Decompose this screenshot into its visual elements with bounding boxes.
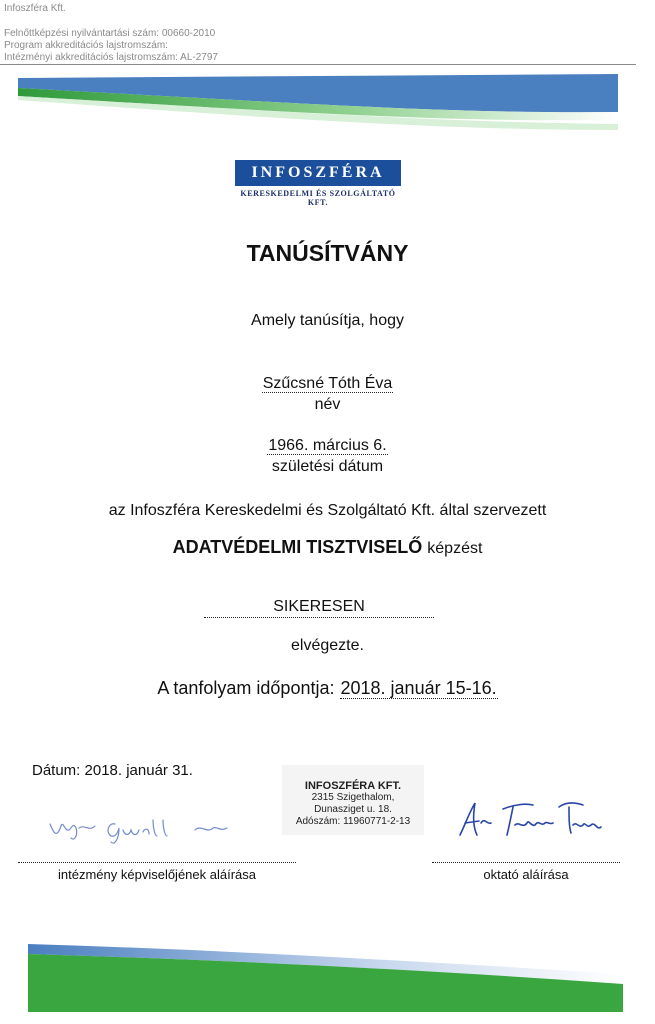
registration-line-3: Intézményi akkreditációs lajstromszám: AL-2797 xyxy=(4,52,218,63)
stamp-address-1: 2315 Szigethalom, xyxy=(311,792,395,803)
completed-text: elvégezte. xyxy=(291,637,364,654)
registration-line-2: Program akkreditációs lajstromszám: xyxy=(4,40,168,51)
logo-subtitle-kft: KFT. xyxy=(307,198,329,207)
certificate-title: TANÚSÍTVÁNY xyxy=(246,240,409,266)
name-caption: név xyxy=(314,396,341,413)
stamp-title: INFOSZFÉRA KFT. xyxy=(304,780,402,792)
logo-name: INFOSZFÉRA xyxy=(235,160,401,186)
representative-signature xyxy=(45,810,235,850)
stamp-text xyxy=(282,780,424,828)
issuer-company: Infoszféra Kft. xyxy=(4,3,66,14)
recipient-name: Szűcsné Tóth Éva xyxy=(262,375,393,392)
course-line xyxy=(0,537,655,558)
representative-signature-label: intézmény képviselőjének aláírása xyxy=(58,867,256,882)
instructor-signature-line xyxy=(432,862,620,863)
stamp-address-2: Dunasziget u. 18. xyxy=(314,804,392,815)
birth-date: 1966. március 6. xyxy=(268,437,387,454)
organizer-text: az Infoszféra Kereskedelmi és Szolgáltató Kft. által szervezett xyxy=(108,502,547,519)
instructor-signature xyxy=(455,795,610,840)
instructor-signature-label: oktató aláírása xyxy=(483,867,569,882)
course-suffix: képzést xyxy=(427,540,483,557)
logo-subtitle: KERESKEDELMI ÉS SZOLGÁLTATÓ xyxy=(240,189,396,198)
stamp-tax-number: Adószám: 11960771-2-13 xyxy=(295,816,411,827)
result-text: SIKERESEN xyxy=(204,598,434,618)
issue-date: Dátum: 2018. január 31. xyxy=(32,762,193,779)
company-logo xyxy=(235,160,401,207)
period-label: A tanfolyam időpontja: xyxy=(157,678,335,698)
intro-text: Amely tanúsítja, hogy xyxy=(251,312,404,329)
bottom-decorative-band xyxy=(28,944,623,1014)
period-value: 2018. január 15-16. xyxy=(340,678,497,698)
top-decorative-band xyxy=(18,74,618,134)
header-divider xyxy=(0,64,636,65)
registration-line-1: Felnőttképzési nyilvántartási szám: 00660-2010 xyxy=(4,28,216,39)
representative-signature-line xyxy=(18,862,296,863)
birthdate-caption: születési dátum xyxy=(271,458,384,475)
period-line xyxy=(0,678,655,699)
course-name: ADATVÉDELMI TISZTVISELŐ xyxy=(172,537,423,557)
